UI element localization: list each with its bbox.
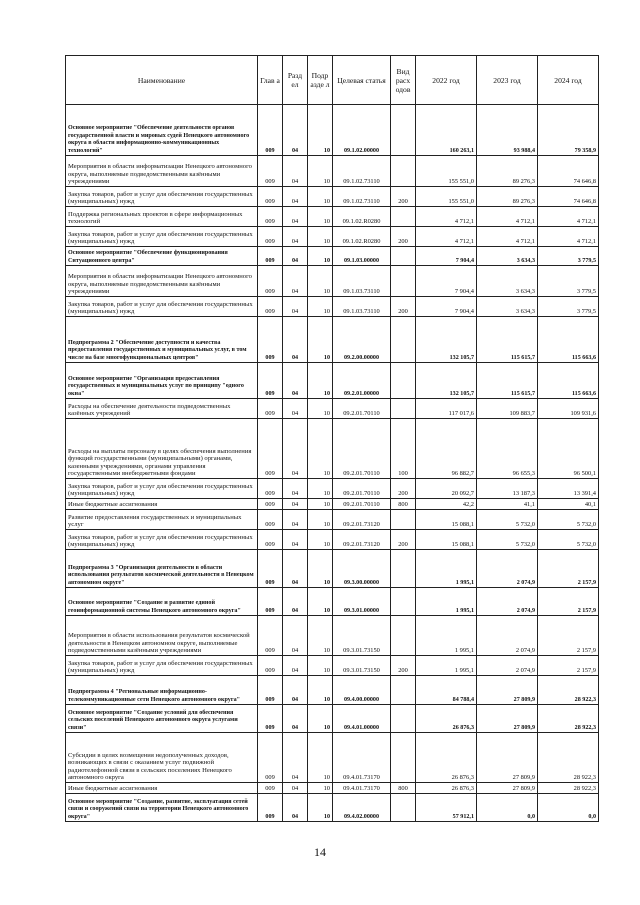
row-amount-2023: 0,0 (477, 794, 538, 822)
row-target-article: 09.2.00.00000 (333, 317, 391, 363)
row-expense-type: 200 (391, 297, 416, 317)
row-podrazdel: 10 (308, 187, 333, 207)
row-name: Подпрограмма 3 "Организация деятельности в области использования результатов космической деятельности в Ненецком автономном округе" (66, 550, 258, 588)
row-amount-2022: 1 995,1 (416, 550, 477, 588)
row-amount-2023: 41,1 (477, 499, 538, 510)
row-razdel: 04 (283, 794, 308, 822)
row-amount-2022: 7 904,4 (416, 297, 477, 317)
row-razdel: 04 (283, 227, 308, 247)
row-amount-2023: 3 634,3 (477, 247, 538, 266)
row-amount-2024: 28 922,3 (538, 733, 599, 783)
row-amount-2024: 4 712,1 (538, 207, 599, 227)
row-expense-type (391, 156, 416, 187)
row-name: Закупка товаров, работ и услуг для обеспечения государственных (муниципальных) нужд (66, 530, 258, 550)
row-name: Мероприятия в области информатизации Ненецкого автономного округа, выполняемые подведомственными казёнными учреждениями (66, 156, 258, 187)
header-expense-type: Вид расх одов (391, 56, 416, 105)
table-header-row (66, 56, 599, 105)
row-podrazdel: 10 (308, 530, 333, 550)
row-razdel: 04 (283, 363, 308, 399)
row-glava: 009 (258, 227, 283, 247)
table-row (66, 187, 599, 207)
row-glava: 009 (258, 530, 283, 550)
row-glava: 009 (258, 733, 283, 783)
row-name: Закупка товаров, работ и услуг для обеспечения государственных (муниципальных) нужд (66, 187, 258, 207)
row-razdel: 04 (283, 499, 308, 510)
table-row (66, 499, 599, 510)
row-glava: 009 (258, 794, 283, 822)
row-amount-2022: 160 263,1 (416, 105, 477, 156)
row-amount-2023: 13 187,3 (477, 479, 538, 499)
row-razdel: 04 (283, 733, 308, 783)
row-name: Основное мероприятие "Создание условий для обеспечения сельских поселений Ненецкого автономного округа услугами связи" (66, 705, 258, 733)
row-target-article: 09.2.01.73120 (333, 530, 391, 550)
row-amount-2024: 4 712,1 (538, 227, 599, 247)
row-expense-type: 200 (391, 530, 416, 550)
table-row (66, 363, 599, 399)
row-expense-type: 100 (391, 419, 416, 479)
table-row (66, 530, 599, 550)
row-amount-2024: 28 922,3 (538, 705, 599, 733)
row-glava: 009 (258, 105, 283, 156)
row-name: Расходы на обеспечение деятельности подведомственных казённых учреждений (66, 399, 258, 419)
row-podrazdel: 10 (308, 297, 333, 317)
row-amount-2024: 0,0 (538, 794, 599, 822)
table-row (66, 733, 599, 783)
row-name: Субсидии в целях возмещения недополученных доходов, возникающих в связи с оказанием услуг подвижной радиотелефонной связи в сельских поселениях Ненецкого автономного округа (66, 733, 258, 783)
table-row (66, 156, 599, 187)
row-amount-2024: 5 732,0 (538, 530, 599, 550)
row-razdel: 04 (283, 676, 308, 705)
table-row (66, 419, 599, 479)
row-expense-type: 200 (391, 227, 416, 247)
row-razdel: 04 (283, 510, 308, 530)
row-podrazdel: 10 (308, 705, 333, 733)
row-razdel: 04 (283, 317, 308, 363)
row-expense-type (391, 266, 416, 297)
row-glava: 009 (258, 676, 283, 705)
row-amount-2022: 117 017,6 (416, 399, 477, 419)
row-expense-type (391, 207, 416, 227)
row-amount-2023: 2 074,9 (477, 616, 538, 656)
table-row (66, 794, 599, 822)
row-razdel: 04 (283, 399, 308, 419)
row-glava: 009 (258, 419, 283, 479)
row-amount-2024: 3 779,5 (538, 247, 599, 266)
row-glava: 009 (258, 297, 283, 317)
row-target-article: 09.2.01.70110 (333, 479, 391, 499)
row-name: Закупка товаров, работ и услуг для обеспечения государственных (муниципальных) нужд (66, 227, 258, 247)
table-row (66, 207, 599, 227)
row-target-article: 09.2.01.70110 (333, 419, 391, 479)
row-name: Мероприятия в области использования результатов космической деятельности в Ненецком автономном округе, выполняемые подведомственными казёнными учреждениями (66, 616, 258, 656)
row-razdel: 04 (283, 783, 308, 794)
row-razdel: 04 (283, 588, 308, 616)
table-row (66, 705, 599, 733)
row-expense-type (391, 247, 416, 266)
row-name: Основное мероприятие "Обеспечение функционирования Ситуационного центра" (66, 247, 258, 266)
row-podrazdel: 10 (308, 317, 333, 363)
row-podrazdel: 10 (308, 156, 333, 187)
row-target-article: 09.1.02.73110 (333, 187, 391, 207)
row-glava: 009 (258, 656, 283, 676)
table-row (66, 399, 599, 419)
table-body (66, 105, 599, 822)
row-glava: 009 (258, 156, 283, 187)
row-amount-2023: 89 276,3 (477, 156, 538, 187)
row-podrazdel: 10 (308, 499, 333, 510)
row-target-article: 09.2.01.73120 (333, 510, 391, 530)
header-podrazdel: Подр азде л (308, 56, 333, 105)
row-target-article: 09.1.02.73110 (333, 156, 391, 187)
row-amount-2023: 109 883,7 (477, 399, 538, 419)
row-amount-2022: 96 882,7 (416, 419, 477, 479)
row-glava: 009 (258, 783, 283, 794)
row-amount-2024: 3 779,5 (538, 297, 599, 317)
row-podrazdel: 10 (308, 794, 333, 822)
row-target-article: 09.2.01.70110 (333, 499, 391, 510)
table-row (66, 317, 599, 363)
row-name: Иные бюджетные ассигнования (66, 499, 258, 510)
row-expense-type (391, 550, 416, 588)
row-amount-2023: 27 809,9 (477, 733, 538, 783)
row-razdel: 04 (283, 419, 308, 479)
row-razdel: 04 (283, 266, 308, 297)
row-razdel: 04 (283, 705, 308, 733)
row-amount-2024: 40,1 (538, 499, 599, 510)
row-razdel: 04 (283, 297, 308, 317)
row-glava: 009 (258, 705, 283, 733)
row-amount-2022: 155 551,0 (416, 156, 477, 187)
row-expense-type (391, 616, 416, 656)
row-target-article: 09.3.01.73150 (333, 616, 391, 656)
row-podrazdel: 10 (308, 550, 333, 588)
row-razdel: 04 (283, 656, 308, 676)
row-expense-type (391, 399, 416, 419)
row-amount-2024: 115 663,6 (538, 363, 599, 399)
row-amount-2024: 109 931,6 (538, 399, 599, 419)
row-glava: 009 (258, 499, 283, 510)
row-amount-2022: 84 788,4 (416, 676, 477, 705)
row-amount-2023: 3 634,3 (477, 266, 538, 297)
row-amount-2022: 15 088,1 (416, 510, 477, 530)
row-amount-2022: 7 904,4 (416, 247, 477, 266)
row-razdel: 04 (283, 616, 308, 656)
row-amount-2022: 20 092,7 (416, 479, 477, 499)
row-amount-2024: 96 500,1 (538, 419, 599, 479)
row-amount-2024: 2 157,9 (538, 550, 599, 588)
row-amount-2024: 2 157,9 (538, 588, 599, 616)
row-amount-2022: 57 912,1 (416, 794, 477, 822)
row-razdel: 04 (283, 530, 308, 550)
row-razdel: 04 (283, 550, 308, 588)
row-amount-2023: 2 074,9 (477, 550, 538, 588)
row-expense-type (391, 588, 416, 616)
row-amount-2024: 2 157,9 (538, 656, 599, 676)
row-amount-2022: 26 876,3 (416, 783, 477, 794)
row-razdel: 04 (283, 479, 308, 499)
row-glava: 009 (258, 550, 283, 588)
row-name: Иные бюджетные ассигнования (66, 783, 258, 794)
row-name: Закупка товаров, работ и услуг для обеспечения государственных (муниципальных) нужд (66, 479, 258, 499)
row-target-article: 09.4.01.73170 (333, 733, 391, 783)
row-amount-2022: 132 105,7 (416, 317, 477, 363)
table-row (66, 783, 599, 794)
row-podrazdel: 10 (308, 105, 333, 156)
row-expense-type (391, 733, 416, 783)
row-amount-2023: 2 074,9 (477, 656, 538, 676)
table-row (66, 297, 599, 317)
row-name: Развитие предоставления государственных и муниципальных услуг (66, 510, 258, 530)
row-name: Расходы на выплаты персоналу в целях обеспечения выполнения функций государственными (муниципальными) органами, казенными учреждениями, органами управления государственными внебюджетными фондами (66, 419, 258, 479)
row-amount-2024: 115 663,6 (538, 317, 599, 363)
row-glava: 009 (258, 266, 283, 297)
row-podrazdel: 10 (308, 363, 333, 399)
row-name: Основное мероприятие "Организация предоставления государственных и муниципальных услуг по принципу "одного окна" (66, 363, 258, 399)
row-podrazdel: 10 (308, 783, 333, 794)
row-amount-2022: 26 876,3 (416, 733, 477, 783)
row-name: Подпрограмма 2 "Обеспечение доступности и качества предоставления государственных и муниципальных услуг, в том числе на базе многофункциональных центров" (66, 317, 258, 363)
row-amount-2024: 79 358,9 (538, 105, 599, 156)
row-razdel: 04 (283, 207, 308, 227)
row-amount-2022: 155 551,0 (416, 187, 477, 207)
row-expense-type (391, 705, 416, 733)
header-year-2023: 2023 год (477, 56, 538, 105)
row-target-article: 09.3.00.00000 (333, 550, 391, 588)
row-podrazdel: 10 (308, 227, 333, 247)
row-target-article: 09.1.02.R0280 (333, 227, 391, 247)
row-expense-type: 200 (391, 187, 416, 207)
row-amount-2023: 27 809,9 (477, 783, 538, 794)
row-expense-type: 800 (391, 783, 416, 794)
row-glava: 009 (258, 479, 283, 499)
row-razdel: 04 (283, 247, 308, 266)
row-amount-2023: 115 615,7 (477, 363, 538, 399)
page-number: 14 (314, 845, 326, 859)
row-name: Основное мероприятие "Создание, развитие, эксплуатация сетей связи и сооружений связи на территории Ненецкого автономного округа" (66, 794, 258, 822)
row-expense-type: 200 (391, 656, 416, 676)
table-row (66, 676, 599, 705)
row-expense-type (391, 317, 416, 363)
row-razdel: 04 (283, 187, 308, 207)
header-year-2022: 2022 год (416, 56, 477, 105)
row-amount-2023: 2 074,9 (477, 588, 538, 616)
row-amount-2024: 5 732,0 (538, 510, 599, 530)
row-expense-type (391, 676, 416, 705)
table-row (66, 510, 599, 530)
row-amount-2022: 1 995,1 (416, 616, 477, 656)
row-amount-2022: 132 105,7 (416, 363, 477, 399)
row-amount-2023: 27 809,9 (477, 676, 538, 705)
row-amount-2022: 15 088,1 (416, 530, 477, 550)
table-row (66, 266, 599, 297)
row-target-article: 09.1.02.00000 (333, 105, 391, 156)
row-expense-type (391, 510, 416, 530)
header-year-2024: 2024 год (538, 56, 599, 105)
row-target-article: 09.4.02.00000 (333, 794, 391, 822)
row-glava: 009 (258, 207, 283, 227)
row-name: Мероприятия в области информатизации Ненецкого автономного округа, выполняемые подведомственными казёнными учреждениями (66, 266, 258, 297)
row-glava: 009 (258, 317, 283, 363)
row-amount-2022: 4 712,1 (416, 207, 477, 227)
table-row (66, 550, 599, 588)
row-amount-2024: 2 157,9 (538, 616, 599, 656)
row-amount-2023: 27 809,9 (477, 705, 538, 733)
row-expense-type: 200 (391, 479, 416, 499)
budget-table (65, 55, 599, 822)
row-amount-2022: 1 995,1 (416, 588, 477, 616)
row-amount-2024: 13 391,4 (538, 479, 599, 499)
row-amount-2023: 115 615,7 (477, 317, 538, 363)
row-name: Основное мероприятие "Обеспечение деятельности органов государственной власти и мировых судей Ненецкого автономного округа в области информационно-коммуникационных технологий" (66, 105, 258, 156)
row-target-article: 09.4.00.00000 (333, 676, 391, 705)
row-podrazdel: 10 (308, 207, 333, 227)
row-name: Подпрограмма 4 "Региональные информационно-телекоммуникационные сети Ненецкого автономного округа" (66, 676, 258, 705)
budget-table-sheet (65, 55, 598, 822)
row-podrazdel: 10 (308, 588, 333, 616)
table-row (66, 656, 599, 676)
row-podrazdel: 10 (308, 676, 333, 705)
row-amount-2023: 4 712,1 (477, 207, 538, 227)
row-target-article: 09.4.01.73170 (333, 783, 391, 794)
row-target-article: 09.1.02.R0280 (333, 207, 391, 227)
row-podrazdel: 10 (308, 247, 333, 266)
row-target-article: 09.1.03.73110 (333, 297, 391, 317)
row-glava: 009 (258, 247, 283, 266)
row-amount-2024: 28 922,3 (538, 676, 599, 705)
table-row (66, 105, 599, 156)
row-podrazdel: 10 (308, 419, 333, 479)
header-target-article: Целевая статья (333, 56, 391, 105)
row-expense-type (391, 105, 416, 156)
row-name: Закупка товаров, работ и услуг для обеспечения государственных (муниципальных) нужд (66, 297, 258, 317)
table-row (66, 227, 599, 247)
row-amount-2024: 3 779,5 (538, 266, 599, 297)
row-podrazdel: 10 (308, 479, 333, 499)
row-target-article: 09.3.01.00000 (333, 588, 391, 616)
row-target-article: 09.1.03.00000 (333, 247, 391, 266)
row-glava: 009 (258, 187, 283, 207)
row-amount-2022: 7 904,4 (416, 266, 477, 297)
row-amount-2022: 1 995,1 (416, 656, 477, 676)
row-podrazdel: 10 (308, 733, 333, 783)
row-amount-2022: 4 712,1 (416, 227, 477, 247)
row-target-article: 09.2.01.70110 (333, 399, 391, 419)
table-row (66, 247, 599, 266)
header-name: Наименование (66, 56, 258, 105)
row-name: Поддержка региональных проектов в сфере информационных технологий (66, 207, 258, 227)
row-glava: 009 (258, 616, 283, 656)
row-glava: 009 (258, 588, 283, 616)
row-amount-2022: 26 876,3 (416, 705, 477, 733)
row-amount-2023: 89 276,3 (477, 187, 538, 207)
header-glava: Глав а (258, 56, 283, 105)
row-glava: 009 (258, 363, 283, 399)
row-target-article: 09.2.01.00000 (333, 363, 391, 399)
row-amount-2024: 28 922,3 (538, 783, 599, 794)
row-amount-2023: 96 655,3 (477, 419, 538, 479)
row-expense-type: 800 (391, 499, 416, 510)
row-amount-2023: 93 988,4 (477, 105, 538, 156)
row-glava: 009 (258, 399, 283, 419)
table-row (66, 479, 599, 499)
row-razdel: 04 (283, 105, 308, 156)
row-expense-type (391, 363, 416, 399)
row-podrazdel: 10 (308, 399, 333, 419)
row-podrazdel: 10 (308, 266, 333, 297)
row-target-article: 09.1.03.73110 (333, 266, 391, 297)
row-podrazdel: 10 (308, 510, 333, 530)
row-amount-2023: 5 732,0 (477, 510, 538, 530)
table-row (66, 588, 599, 616)
row-amount-2024: 74 646,8 (538, 156, 599, 187)
table-row (66, 616, 599, 656)
row-amount-2023: 3 634,3 (477, 297, 538, 317)
row-name: Закупка товаров, работ и услуг для обеспечения государственных (муниципальных) нужд (66, 656, 258, 676)
header-razdel: Разд ел (283, 56, 308, 105)
row-razdel: 04 (283, 156, 308, 187)
row-podrazdel: 10 (308, 616, 333, 656)
row-amount-2022: 42,2 (416, 499, 477, 510)
row-amount-2024: 74 646,8 (538, 187, 599, 207)
row-name: Основное мероприятие "Создание и развитие единой геоинформационной системы Ненецкого автономного округа" (66, 588, 258, 616)
row-expense-type (391, 794, 416, 822)
row-amount-2023: 4 712,1 (477, 227, 538, 247)
row-target-article: 09.3.01.73150 (333, 656, 391, 676)
row-glava: 009 (258, 510, 283, 530)
row-amount-2023: 5 732,0 (477, 530, 538, 550)
row-podrazdel: 10 (308, 656, 333, 676)
row-target-article: 09.4.01.00000 (333, 705, 391, 733)
